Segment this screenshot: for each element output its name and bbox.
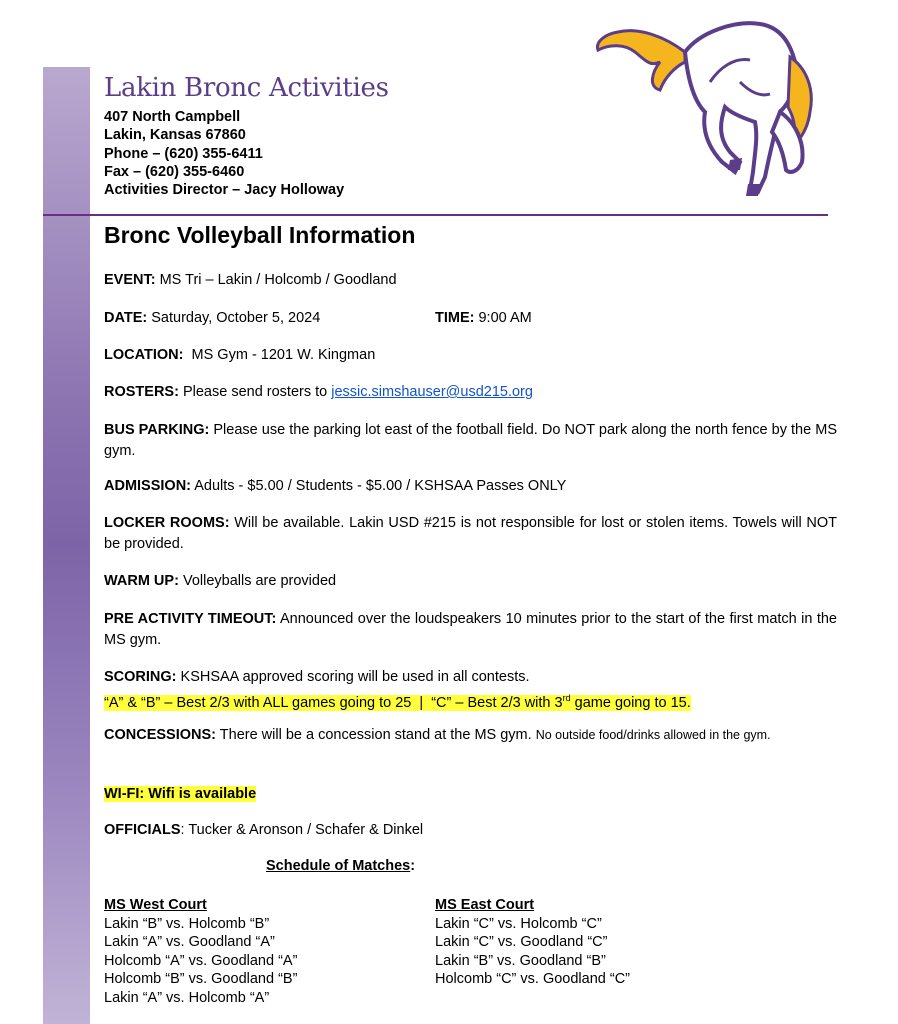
- event-value: MS Tri – Lakin / Holcomb / Goodland: [155, 272, 397, 288]
- pre-activity-label: PRE ACTIVITY TIMEOUT:: [104, 611, 277, 627]
- pre-activity-value: Announced over the loudspeakers 10 minutes prior to the start of the first match in the MS gym.: [104, 611, 837, 648]
- east-court-list: [435, 896, 630, 989]
- admission-label: ADMISSION:: [104, 478, 191, 494]
- admission-value: Adults - $5.00 / Students - $5.00 / KSHSAA Passes ONLY: [191, 478, 567, 494]
- location-field: [104, 345, 837, 366]
- address-block: [104, 108, 344, 199]
- scoring-highlight: [104, 695, 691, 711]
- rosters-field: [104, 382, 837, 403]
- warm-up-value: Volleyballs are provided: [178, 573, 337, 589]
- event-label: EVENT:: [104, 272, 156, 288]
- concessions-note: No outside food/drinks allowed in the gym.: [535, 728, 771, 742]
- concessions-label: CONCESSIONS:: [104, 727, 216, 743]
- scoring-value: KSHSAA approved scoring will be used in all contests.: [176, 669, 530, 685]
- list-item: Lakin “C” vs. Holcomb “C”: [435, 915, 602, 932]
- locker-rooms-field: [104, 513, 837, 555]
- date-time-field: [104, 308, 837, 329]
- schedule-title-text: Schedule of Matches: [266, 858, 411, 874]
- officials-label: OFFICIALS: [104, 822, 181, 838]
- org-name: Lakin Bronc Activities: [104, 73, 389, 103]
- scoring-field: [104, 667, 837, 714]
- concessions-field: [104, 725, 837, 746]
- wifi-field: [104, 784, 837, 805]
- pre-activity-field: [104, 609, 837, 651]
- scoring-label: SCORING:: [104, 669, 177, 685]
- date-value: Saturday, October 5, 2024: [147, 310, 321, 326]
- bus-parking-value: Please use the parking lot east of the football field. Do NOT park along the north fence by the MS gym.: [104, 422, 837, 459]
- west-court-list: [104, 896, 297, 1008]
- location-label: LOCATION:: [104, 347, 184, 363]
- address-line-fax: Fax – (620) 355-6460: [104, 163, 245, 180]
- date-label: DATE:: [104, 310, 148, 326]
- time-value: 9:00 AM: [474, 310, 532, 326]
- address-line-phone: Phone – (620) 355-6411: [104, 145, 263, 162]
- rosters-email-link[interactable]: jessic.simshauser@usd215.org: [331, 384, 533, 400]
- list-item: Lakin “C” vs. Goodland “C”: [435, 934, 608, 951]
- wifi-text: WI-FI: Wifi is available: [104, 786, 257, 802]
- schedule-title: [266, 858, 415, 874]
- time-label: TIME:: [435, 310, 475, 326]
- locker-rooms-label: LOCKER ROOMS:: [104, 515, 230, 531]
- list-item: Lakin “B” vs. Holcomb “B”: [104, 915, 270, 932]
- rosters-value: Please send rosters to: [178, 384, 332, 400]
- concessions-value: There will be a concession stand at the MS gym.: [216, 727, 536, 743]
- address-line-street: 407 North Campbell: [104, 109, 241, 125]
- list-item: Lakin “A” vs. Holcomb “A”: [104, 989, 270, 1006]
- time-group: [435, 308, 532, 329]
- address-line-city: Lakin, Kansas 67860: [104, 127, 246, 144]
- scoring-highlight-sup: rd: [562, 693, 571, 703]
- list-item: Holcomb “C” vs. Goodland “C”: [435, 971, 630, 988]
- list-item: Lakin “A” vs. Goodland “A”: [104, 934, 275, 951]
- west-court-heading: MS West Court: [104, 897, 207, 913]
- event-field: [104, 270, 837, 291]
- east-court-heading: MS East Court: [435, 897, 535, 913]
- locker-rooms-value: Will be available. Lakin USD #215 is not responsible for lost or stolen items. Towels will NOT be provided.: [104, 515, 838, 552]
- schedule-title-colon: :: [410, 858, 416, 874]
- warm-up-label: WARM UP:: [104, 573, 179, 589]
- document-title: Bronc Volleyball Information: [104, 222, 416, 248]
- warm-up-field: [104, 571, 837, 592]
- bronco-horse-logo-icon: [590, 12, 840, 202]
- header-divider: [43, 214, 828, 216]
- bus-parking-field: [104, 420, 837, 462]
- rosters-label: ROSTERS:: [104, 384, 179, 400]
- officials-value: : Tucker & Aronson / Schafer & Dinkel: [180, 822, 424, 838]
- left-purple-sidebar: [43, 67, 90, 1024]
- scoring-highlight-text: “A” & “B” – Best 2/3 with ALL games going to 25 | “C” – Best 2/3 with 3: [104, 694, 563, 711]
- admission-field: [104, 476, 837, 497]
- bus-parking-label: BUS PARKING:: [104, 422, 210, 438]
- list-item: Lakin “B” vs. Goodland “B”: [435, 952, 606, 969]
- list-item: Holcomb “B” vs. Goodland “B”: [104, 971, 298, 988]
- address-line-director: Activities Director – Jacy Holloway: [104, 182, 345, 199]
- officials-field: [104, 820, 837, 841]
- scoring-highlight-tail: game going to 15.: [570, 694, 691, 711]
- location-value: MS Gym - 1201 W. Kingman: [183, 347, 376, 363]
- list-item: Holcomb “A” vs. Goodland “A”: [104, 952, 298, 969]
